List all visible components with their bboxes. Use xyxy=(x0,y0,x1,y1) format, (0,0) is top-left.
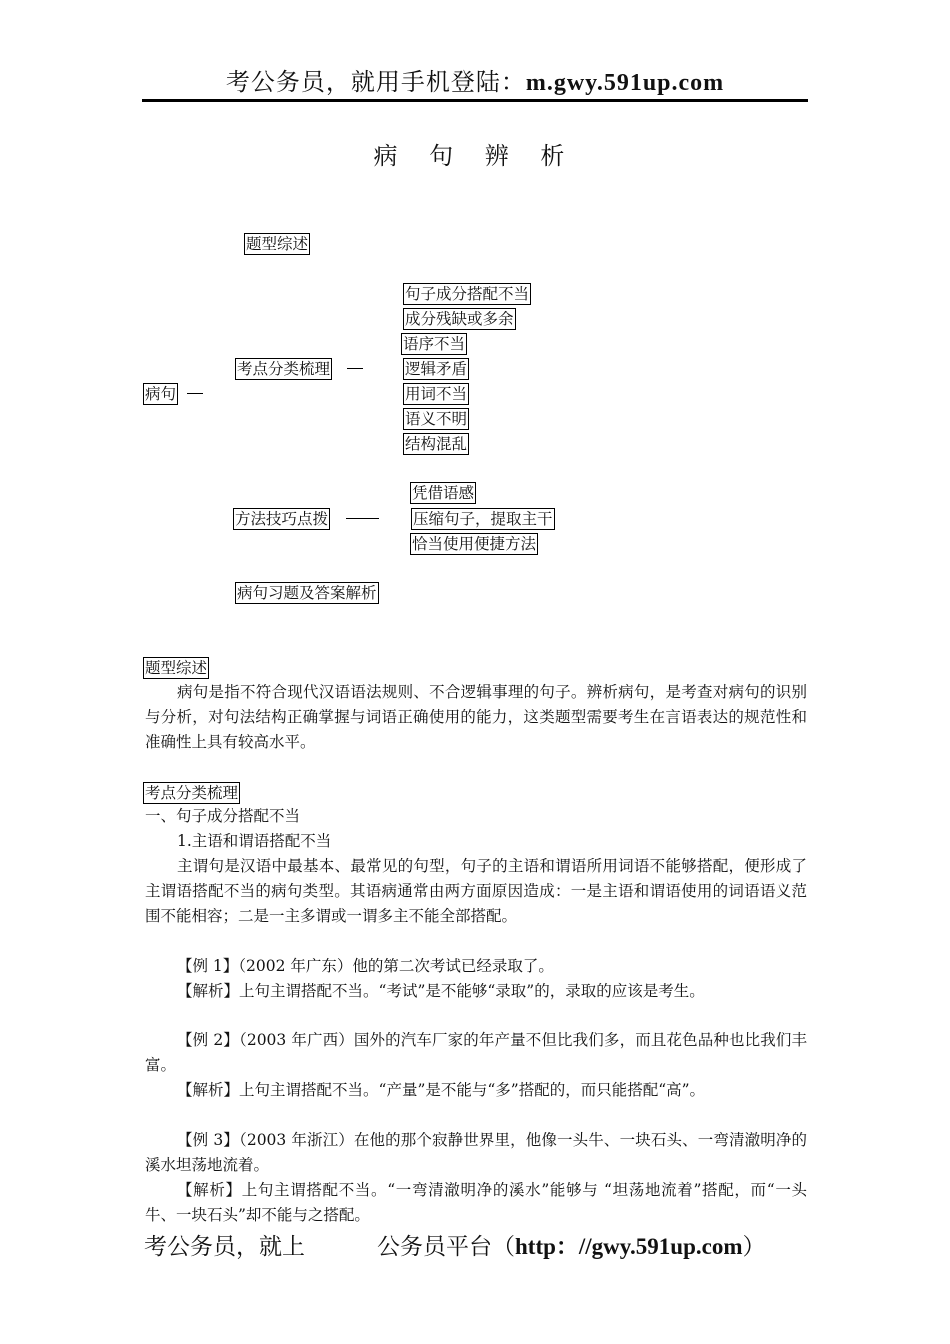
example-2 xyxy=(145,1028,807,1078)
footer-url[interactable]: http：//gwy.591up.com xyxy=(515,1234,743,1259)
subheading-2: 1.主语和谓语搭配不当 xyxy=(177,832,332,850)
outline-exercises: 病句习题及答案解析 xyxy=(237,584,377,602)
outline-method-item: 恰当使用便捷方法 xyxy=(412,535,537,553)
categories-paragraph: 主谓句是汉语中最基本、最常见的句型，句子的主语和谓语所用词语不能够搭配，便形成了主谓语搭配不当的病句类型。其语病通常由两方面原因造成：一是主语和谓语使用的词语语义范围不能相容；二是一主多谓或一谓多主不能全部搭配。 xyxy=(145,857,807,925)
section-heading-categories: 考点分类梳理 xyxy=(145,784,239,802)
outline-methods-dash xyxy=(346,518,379,519)
analysis-text: 上句主谓搭配不当。“一弯清澈明净的溪水”能够与 “坦荡地流着”搭配，而“一头牛、一块石头”却不能与之搭配。 xyxy=(145,1181,807,1224)
outline-root-dash xyxy=(187,393,203,394)
example-text: （2003 年广西）国外的汽车厂家的年产量不但比我们多，而且花色品种也比我们丰富。 xyxy=(145,1031,807,1074)
page-title: 病 句 辨 析 xyxy=(373,142,577,170)
analysis-1 xyxy=(145,979,807,1004)
page-footer xyxy=(144,1228,765,1261)
outline-category-item: 逻辑矛盾 xyxy=(405,360,468,378)
outline-category-item: 用词不当 xyxy=(405,385,468,403)
footer-text-mid: 公务员平台（ xyxy=(377,1234,515,1260)
analysis-tag: 【解析】 xyxy=(177,982,240,1000)
outline-overview: 题型综述 xyxy=(246,235,309,253)
outline-category-item: 结构混乱 xyxy=(405,435,468,453)
overview-paragraph: 病句是指不符合现代汉语语法规则、不合逻辑事理的句子。辨析病句，是考查对病句的识别与分析，对句法结构正确掌握与词语正确使用的能力，这类题型需要考生在言语表达的规范性和准确性上具有较高水平。 xyxy=(145,683,807,751)
analysis-3 xyxy=(145,1178,807,1228)
page-header xyxy=(0,62,950,97)
example-tag: 【例 1】 xyxy=(177,957,239,975)
example-text: （2003 年浙江）在他的那个寂静世界里，他像一头牛、一块石头、一弯清澈明净的溪水坦荡地流着。 xyxy=(145,1131,807,1174)
analysis-tag: 【解析】 xyxy=(177,1081,240,1099)
outline-method-item: 凭借语感 xyxy=(412,484,475,502)
example-1 xyxy=(145,954,807,979)
example-tag: 【例 2】 xyxy=(177,1031,239,1049)
header-url[interactable]: m.gwy.591up.com xyxy=(525,70,725,96)
outline-category-item: 句子成分搭配不当 xyxy=(405,285,530,303)
outline-category-item: 语义不明 xyxy=(405,410,468,428)
footer-text-end: ） xyxy=(742,1234,766,1260)
example-3 xyxy=(145,1128,807,1178)
analysis-2 xyxy=(145,1078,807,1103)
analysis-text: 上句主谓搭配不当。“考试”是不能够“录取”的，录取的应该是考生。 xyxy=(239,982,705,1000)
analysis-text: 上句主谓搭配不当。“产量”是不能与“多”搭配的，而只能搭配“高”。 xyxy=(239,1081,706,1099)
example-tag: 【例 3】 xyxy=(177,1131,239,1149)
outline-root: 病句 xyxy=(145,385,177,403)
example-text: （2002 年广东）他的第二次考试已经录取了。 xyxy=(238,957,554,975)
section-heading-overview: 题型综述 xyxy=(145,659,208,677)
subheading-1: 一、句子成分搭配不当 xyxy=(145,807,301,825)
analysis-tag: 【解析】 xyxy=(177,1181,242,1199)
header-rule xyxy=(142,99,808,102)
header-text: 考公务员，就用手机登陆： xyxy=(225,68,526,96)
outline-method-item: 压缩句子，提取主干 xyxy=(413,510,553,528)
outline-category-item: 语序不当 xyxy=(403,335,466,353)
outline-methods-label: 方法技巧点拨 xyxy=(235,510,329,528)
outline-categories-dash xyxy=(347,368,363,369)
outline-categories-label: 考点分类梳理 xyxy=(237,360,331,378)
footer-text-left: 考公务员，就上 xyxy=(144,1234,305,1260)
outline-category-item: 成分残缺或多余 xyxy=(405,310,514,328)
